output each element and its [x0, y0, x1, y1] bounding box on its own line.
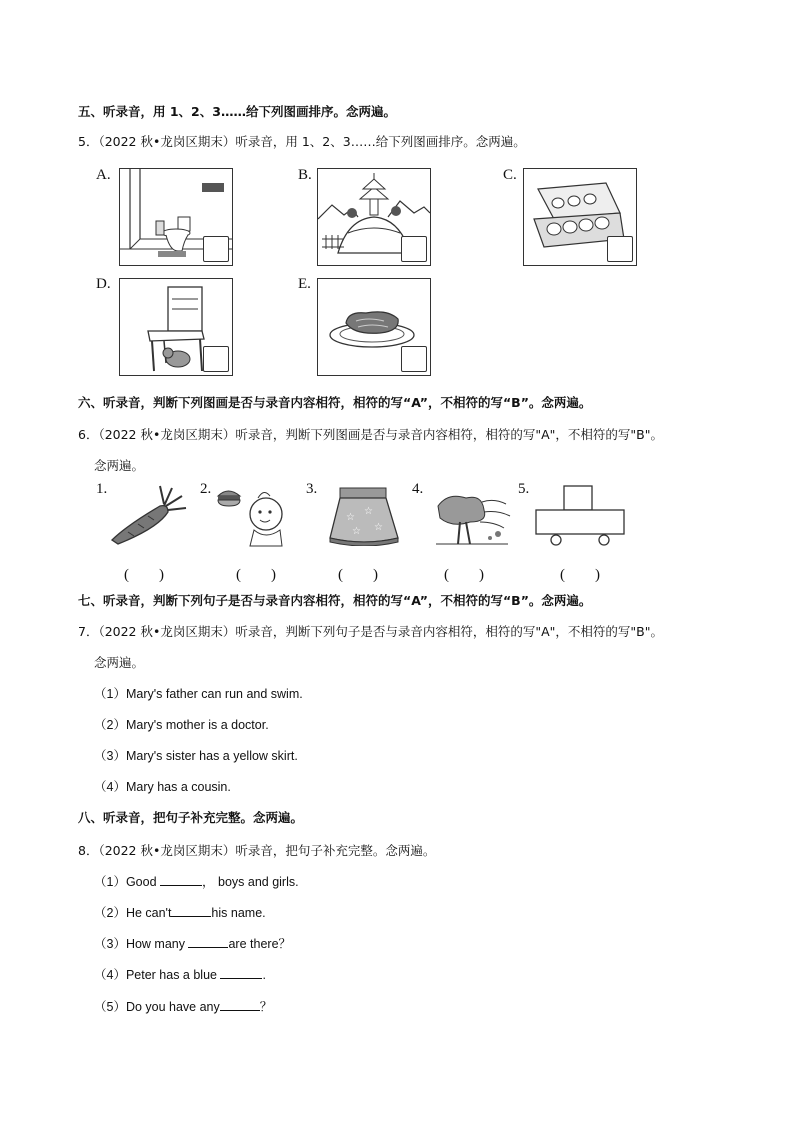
picture-d-chair — [119, 278, 233, 376]
sentence-text: Mary's father can run and swim. — [125, 687, 303, 701]
svg-text:☆: ☆ — [374, 522, 383, 533]
sentence-before: Do you have any — [125, 1000, 220, 1014]
answer-box-a[interactable] — [203, 236, 229, 262]
fill-sentence-3 — [94, 935, 291, 952]
item4-number: 4. — [412, 481, 424, 497]
fill-blank-4[interactable] — [220, 966, 262, 979]
answer-box-e[interactable] — [401, 346, 427, 372]
sentence-before: How many — [125, 937, 189, 951]
picture-c-label: C. — [503, 167, 517, 183]
item1-answer[interactable]: ( ) — [124, 567, 164, 583]
fill-blank-2[interactable] — [171, 904, 211, 917]
question6-text: 6．（2022 秋•龙岗区期末）听录音，判断下列图画是否与录音内容相符，相符的写"A"，不相符的写"B"。 — [78, 427, 663, 442]
fill-sentence-5 — [94, 998, 272, 1015]
sentence-number: （1） — [94, 687, 126, 701]
question6-text-line2: 念两遍。 — [94, 458, 145, 473]
answer-box-d[interactable] — [203, 346, 229, 372]
windy-tree-icon — [432, 488, 512, 546]
question8-text: 8．（2022 秋•龙岗区期末）听录音，把句子补充完整。念两遍。 — [78, 843, 436, 858]
picture-a-toilet-room — [119, 168, 233, 266]
truck-icon — [534, 484, 628, 548]
item2-number: 2. — [200, 481, 212, 497]
fill-blank-1[interactable] — [160, 873, 202, 886]
sentence7-1 — [94, 686, 303, 702]
picture-b-pavilion — [317, 168, 431, 266]
section8-heading: 八、听录音，把句子补充完整。念两遍。 — [78, 810, 304, 825]
fill-blank-5[interactable] — [220, 998, 260, 1011]
sentence-after: ？ — [259, 1000, 273, 1014]
fill-sentence-2 — [94, 904, 266, 921]
picture-e-label: E. — [298, 276, 311, 292]
svg-text:☆: ☆ — [346, 512, 355, 523]
svg-text:☆: ☆ — [352, 526, 361, 537]
section7-heading: 七、听录音，判断下列句子是否与录音内容相符，相符的写“A”，不相符的写“B”。念两遍。 — [78, 593, 592, 608]
sentence-number: （2） — [94, 718, 126, 732]
item1-number: 1. — [96, 481, 108, 497]
question5-text: 5．（2022 秋•龙岗区期末）听录音，用 1、2、3……给下列图画排序。念两遍。 — [78, 134, 526, 149]
fill-sentence-1 — [94, 873, 299, 890]
skirt-icon — [326, 486, 402, 546]
picture-b-label: B. — [298, 167, 312, 183]
answer-box-c[interactable] — [607, 236, 633, 262]
sentence-number: （3） — [94, 937, 126, 951]
picture-d-label: D. — [96, 276, 111, 292]
sentence-number: （5） — [94, 1000, 126, 1014]
sentence-before: Peter has a blue — [125, 968, 221, 982]
item5-answer[interactable]: ( ) — [560, 567, 600, 583]
sentence-after: . — [262, 968, 266, 982]
item3-number: 3. — [306, 481, 318, 497]
sentence-before: Good — [125, 875, 161, 889]
answer-box-b[interactable] — [401, 236, 427, 262]
sentence7-3 — [94, 748, 298, 764]
carrot-icon — [106, 484, 188, 546]
item3-answer[interactable]: ( ) — [338, 567, 378, 583]
sentence-number: （4） — [94, 780, 126, 794]
sentence-number: （1） — [94, 875, 126, 889]
section6-heading: 六、听录音，判断下列图画是否与录音内容相符，相符的写“A”，不相符的写“B”。念两遍。 — [78, 395, 592, 410]
picture-a-label: A. — [96, 167, 111, 183]
sentence-number: （3） — [94, 749, 126, 763]
sentence-text: Mary's sister has a yellow skirt. — [125, 749, 298, 763]
svg-text:☆: ☆ — [364, 506, 373, 517]
sentence7-2 — [94, 717, 269, 733]
fill-sentence-4 — [94, 966, 266, 983]
sentence-number: （4） — [94, 968, 126, 982]
question7-text-line2: 念两遍。 — [94, 655, 145, 670]
picture-c-egg-carton — [523, 168, 637, 266]
item2-answer[interactable]: ( ) — [236, 567, 276, 583]
picture-e-steak — [317, 278, 431, 376]
sentence-after: ， boys and girls. — [202, 875, 299, 889]
sentence7-4 — [94, 779, 231, 795]
item5-number: 5. — [518, 481, 530, 497]
boy-hamburger-icon — [214, 484, 300, 548]
sentence-text: Mary's mother is a doctor. — [125, 718, 269, 732]
section5-heading: 五、听录音，用 1、2、3……给下列图画排序。念两遍。 — [78, 104, 396, 119]
item4-answer[interactable]: ( ) — [444, 567, 484, 583]
sentence-number: （2） — [94, 906, 126, 920]
sentence-after: his name. — [211, 906, 266, 920]
sentence-text: Mary has a cousin. — [125, 780, 231, 794]
question7-text: 7．（2022 秋•龙岗区期末）听录音，判断下列句子是否与录音内容相符，相符的写"A"，不相符的写"B"。 — [78, 624, 663, 639]
sentence-before: He can't — [125, 906, 172, 920]
fill-blank-3[interactable] — [188, 935, 228, 948]
sentence-after: are there？ — [228, 937, 292, 951]
